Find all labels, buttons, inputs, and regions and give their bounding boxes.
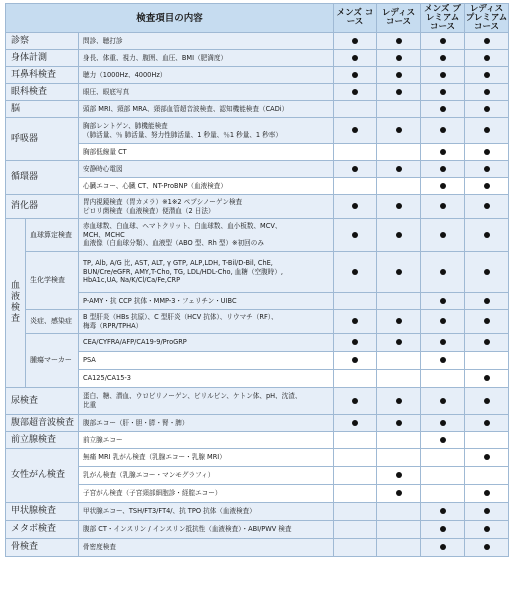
table-row (6, 50, 509, 67)
course-mark-cell (334, 293, 377, 310)
included-dot-icon (484, 89, 490, 95)
included-dot-icon (484, 339, 490, 345)
category-label: メタボ検査 (6, 521, 79, 539)
exam-detail: 蛋白、糖、潜血、ウロビリノーゲン、ビリルビン、ケトン体、pH、沈渣、 比重 (79, 388, 334, 415)
course-mark-cell (421, 219, 465, 252)
included-dot-icon (396, 89, 402, 95)
course-mark-cell (421, 84, 465, 101)
course-mark-cell (377, 144, 421, 161)
course-mark-cell (465, 50, 509, 67)
category-label: 脳 (6, 101, 79, 118)
course-mark-cell (334, 101, 377, 118)
exam-detail: 聴力（1000Hz、4000Hz） (79, 67, 334, 84)
category-label: 腹部超音波検査 (6, 415, 79, 432)
included-dot-icon (352, 55, 358, 61)
course-mark-cell (377, 485, 421, 503)
course-mark-cell (421, 67, 465, 84)
table-row (6, 352, 509, 370)
exam-detail: 胸部低線量 CT (79, 144, 334, 161)
category-label: 耳鼻科検査 (6, 67, 79, 84)
included-dot-icon (396, 318, 402, 324)
included-dot-icon (352, 420, 358, 426)
exam-detail: 無痛 MRI 乳がん検査（乳腺エコー・乳腺 MRI） (79, 449, 334, 467)
course-mark-cell (421, 101, 465, 118)
table-row (6, 118, 509, 144)
header-row (6, 4, 509, 33)
course-mark-cell (465, 219, 509, 252)
table-row (6, 467, 509, 485)
category-label: 尿検査 (6, 388, 79, 415)
course-mark-cell (334, 449, 377, 467)
included-dot-icon (484, 508, 490, 514)
table-body (6, 33, 509, 557)
course-mark-cell (421, 503, 465, 521)
exam-detail: TP, Alb, A/G 比, AST, ALT, γ GTP, ALP,LDH, T-Bil/D-Bil, ChE, BUN/Cre/eGFR, AMY,T-Cho, TG, LDL/HDL-Cho, 血糖（空腹時）, HbA1c,UA, Na/K/Cl/Ca/Fe,CRP (79, 252, 334, 293)
course-mark-cell (377, 539, 421, 557)
category-label: 身体計測 (6, 50, 79, 67)
course-mark-cell (465, 293, 509, 310)
course-mark-cell (377, 503, 421, 521)
category-label: 女性がん検査 (6, 449, 79, 503)
course-mark-cell (421, 118, 465, 144)
table-row (6, 252, 509, 293)
included-dot-icon (352, 232, 358, 238)
course-mark-cell (377, 118, 421, 144)
course-mark-cell (377, 84, 421, 101)
included-dot-icon (484, 375, 490, 381)
exam-detail: PSA (79, 352, 334, 370)
category-label: 眼科検査 (6, 84, 79, 101)
included-dot-icon (440, 203, 446, 209)
included-dot-icon (440, 298, 446, 304)
included-dot-icon (352, 127, 358, 133)
table-row (6, 334, 509, 352)
included-dot-icon (352, 269, 358, 275)
blood-test-category: 血 液 検 査 (6, 219, 26, 388)
table-row (6, 503, 509, 521)
course-mark-cell (334, 50, 377, 67)
included-dot-icon (396, 38, 402, 44)
course-mark-cell (421, 432, 465, 449)
course-mark-cell (421, 161, 465, 178)
course-mark-cell (334, 388, 377, 415)
course-mark-cell (334, 485, 377, 503)
course-mark-cell (421, 415, 465, 432)
included-dot-icon (352, 166, 358, 172)
included-dot-icon (396, 127, 402, 133)
included-dot-icon (352, 339, 358, 345)
course-mark-cell (421, 144, 465, 161)
course-mark-cell (421, 485, 465, 503)
included-dot-icon (440, 183, 446, 189)
course-mark-cell (465, 67, 509, 84)
table-row (6, 449, 509, 467)
course-mark-cell (465, 521, 509, 539)
included-dot-icon (396, 472, 402, 478)
course-mark-cell (421, 370, 465, 388)
course-mark-cell (377, 370, 421, 388)
included-dot-icon (484, 149, 490, 155)
course-mark-cell (334, 219, 377, 252)
included-dot-icon (484, 166, 490, 172)
course-mark-cell (465, 352, 509, 370)
exam-detail: 心臓エコー、心臓 CT、NT-ProBNP（血液検査） (79, 178, 334, 195)
course-mark-cell (334, 334, 377, 352)
category-label: 呼吸器 (6, 118, 79, 161)
included-dot-icon (440, 106, 446, 112)
table-row (6, 539, 509, 557)
course-mark-cell (377, 521, 421, 539)
course-mark-cell (421, 467, 465, 485)
course-mark-cell (465, 388, 509, 415)
course-mark-cell (377, 33, 421, 50)
course-mark-cell (334, 195, 377, 219)
included-dot-icon (484, 183, 490, 189)
course-mark-cell (465, 178, 509, 195)
course-mark-cell (334, 84, 377, 101)
course-mark-cell (377, 219, 421, 252)
exam-detail: 身長、体重、視力、腹囲、血圧、BMI（肥満度） (79, 50, 334, 67)
header-ladies-premium: レディス プレミアム コース (465, 3, 508, 32)
exam-detail: 乳がん検査（乳腺エコー・マンモグラフィ） (79, 467, 334, 485)
included-dot-icon (440, 38, 446, 44)
included-dot-icon (484, 38, 490, 44)
blood-subcategory-label: 炎症、感染症 (26, 310, 79, 334)
header-mens-premium: メンズ プレミアム コース (421, 4, 465, 33)
table-row (6, 370, 509, 388)
course-mark-cell (421, 352, 465, 370)
course-mark-cell (421, 521, 465, 539)
course-mark-cell (334, 252, 377, 293)
included-dot-icon (484, 454, 490, 460)
included-dot-icon (440, 166, 446, 172)
included-dot-icon (440, 127, 446, 133)
course-mark-cell (377, 50, 421, 67)
category-label: 循環器 (6, 161, 79, 195)
course-mark-cell (421, 178, 465, 195)
course-mark-cell (377, 310, 421, 334)
course-mark-cell (377, 334, 421, 352)
included-dot-icon (440, 544, 446, 550)
course-mark-cell (421, 334, 465, 352)
course-mark-cell (465, 161, 509, 178)
exam-detail: B 型肝炎（HBs 抗原）、C 型肝炎（HCV 抗体）、リウマチ（RF）、 梅毒（RPR/TPHA） (79, 310, 334, 334)
course-mark-cell (377, 449, 421, 467)
included-dot-icon (396, 269, 402, 275)
category-label: 診察 (6, 33, 79, 50)
exam-detail: 問診、聴打診 (79, 33, 334, 50)
included-dot-icon (484, 55, 490, 61)
header-ladies: レディス コース (377, 4, 421, 33)
course-mark-cell (334, 118, 377, 144)
table-row (6, 101, 509, 118)
exam-detail: 骨密度検査 (79, 539, 334, 557)
category-label: 甲状腺検査 (6, 503, 79, 521)
course-mark-cell (465, 449, 509, 467)
included-dot-icon (440, 508, 446, 514)
table-row (6, 144, 509, 161)
included-dot-icon (440, 420, 446, 426)
course-mark-cell (334, 144, 377, 161)
course-mark-cell (421, 310, 465, 334)
exam-detail: 眼圧、眼底写真 (79, 84, 334, 101)
exam-detail: 赤血球数、白血球、ヘマトクリット、白血球数、血小板数、MCV、 MCH、MCHC 血液像（白血球分類）、血液型（ABO 型、Rh 型）※初回のみ (79, 219, 334, 252)
course-mark-cell (465, 370, 509, 388)
exam-table (5, 3, 509, 557)
included-dot-icon (396, 203, 402, 209)
category-label: 骨検査 (6, 539, 79, 557)
course-mark-cell (334, 370, 377, 388)
included-dot-icon (484, 232, 490, 238)
course-mark-cell (465, 415, 509, 432)
exam-detail: P-AMY・抗 CCP 抗体・MMP-3・フェリチン・UIBC (79, 293, 334, 310)
included-dot-icon (440, 55, 446, 61)
table-row (6, 219, 509, 252)
table-row (6, 84, 509, 101)
table-row (6, 485, 509, 503)
course-mark-cell (421, 252, 465, 293)
included-dot-icon (396, 166, 402, 172)
exam-detail: CA125/CA15-3 (79, 370, 334, 388)
included-dot-icon (440, 269, 446, 275)
included-dot-icon (352, 38, 358, 44)
included-dot-icon (440, 398, 446, 404)
header-mens: メンズ コース (334, 4, 377, 33)
course-mark-cell (421, 293, 465, 310)
course-mark-cell (334, 67, 377, 84)
course-mark-cell (334, 415, 377, 432)
included-dot-icon (396, 55, 402, 61)
blood-subcategory-label: 血球算定検査 (26, 219, 79, 252)
included-dot-icon (352, 203, 358, 209)
course-mark-cell (334, 178, 377, 195)
included-dot-icon (352, 398, 358, 404)
exam-detail: CEA/CYFRA/AFP/CA19-9/ProGRP (79, 334, 334, 352)
included-dot-icon (484, 420, 490, 426)
course-mark-cell (465, 310, 509, 334)
table-row (6, 415, 509, 432)
table-row (6, 310, 509, 334)
included-dot-icon (484, 203, 490, 209)
blood-subcategory-label: 腫瘍マーカー (26, 334, 79, 388)
included-dot-icon (484, 544, 490, 550)
category-label: 前立腺検査 (6, 432, 79, 449)
included-dot-icon (484, 298, 490, 304)
included-dot-icon (484, 398, 490, 404)
included-dot-icon (440, 339, 446, 345)
included-dot-icon (484, 269, 490, 275)
course-mark-cell (377, 195, 421, 219)
included-dot-icon (440, 357, 446, 363)
exam-detail: 頭部 MRI、頸部 MRA、頸部血管超音波検査、認知機能検査（CADi） (79, 101, 334, 118)
included-dot-icon (352, 357, 358, 363)
blood-subcategory-label: 生化学検査 (26, 252, 79, 310)
exam-detail: 安静時心電図 (79, 161, 334, 178)
included-dot-icon (440, 89, 446, 95)
included-dot-icon (440, 232, 446, 238)
exam-detail: 胃内視鏡検査（胃カメラ）※1※2 ペプシノーゲン検査 ピロリ菌検査（血液検査）便潜血（2 日法） (79, 195, 334, 219)
course-mark-cell (465, 485, 509, 503)
header-exam-items: 検査項目の内容 (6, 4, 334, 33)
table-row (6, 293, 509, 310)
course-mark-cell (334, 352, 377, 370)
included-dot-icon (352, 89, 358, 95)
course-mark-cell (377, 178, 421, 195)
course-mark-cell (334, 310, 377, 334)
course-mark-cell (465, 252, 509, 293)
course-mark-cell (377, 293, 421, 310)
course-mark-cell (334, 432, 377, 449)
included-dot-icon (484, 106, 490, 112)
course-mark-cell (421, 388, 465, 415)
course-mark-cell (465, 101, 509, 118)
included-dot-icon (484, 318, 490, 324)
course-mark-cell (465, 503, 509, 521)
course-mark-cell (465, 33, 509, 50)
course-mark-cell (334, 33, 377, 50)
course-mark-cell (377, 432, 421, 449)
course-mark-cell (465, 118, 509, 144)
exam-detail: 甲状腺エコー、TSH/FT3/FT4/、抗 TPO 抗体（血液検査） (79, 503, 334, 521)
table-row (6, 161, 509, 178)
included-dot-icon (484, 72, 490, 78)
course-mark-cell (465, 432, 509, 449)
included-dot-icon (352, 318, 358, 324)
included-dot-icon (396, 72, 402, 78)
category-label: 消化器 (6, 195, 79, 219)
included-dot-icon (396, 398, 402, 404)
course-mark-cell (465, 84, 509, 101)
included-dot-icon (440, 149, 446, 155)
course-mark-cell (334, 467, 377, 485)
table-row (6, 33, 509, 50)
table-row (6, 388, 509, 415)
table-row (6, 432, 509, 449)
course-mark-cell (377, 252, 421, 293)
included-dot-icon (352, 72, 358, 78)
included-dot-icon (484, 127, 490, 133)
course-mark-cell (421, 195, 465, 219)
course-mark-cell (465, 195, 509, 219)
course-mark-cell (421, 449, 465, 467)
included-dot-icon (396, 232, 402, 238)
course-mark-cell (334, 539, 377, 557)
exam-detail: 腹部 CT・インスリン / インスリン抵抗性（血液検査）・ABI/PWV 検査 (79, 521, 334, 539)
included-dot-icon (396, 420, 402, 426)
included-dot-icon (440, 318, 446, 324)
course-mark-cell (377, 101, 421, 118)
course-mark-cell (334, 521, 377, 539)
included-dot-icon (440, 526, 446, 532)
table-row (6, 178, 509, 195)
included-dot-icon (440, 437, 446, 443)
exam-detail: 胸部レントゲン、肺機能検査 （肺活量、％ 肺活量、努力性肺活量、1 秒量、％1 秒量、1 秒率） (79, 118, 334, 144)
course-mark-cell (465, 467, 509, 485)
course-mark-cell (334, 161, 377, 178)
course-mark-cell (465, 334, 509, 352)
exam-detail: 子宮がん検査（子宮頸部細胞診・経膣エコー） (79, 485, 334, 503)
course-mark-cell (377, 352, 421, 370)
table-row (6, 521, 509, 539)
exam-detail: 腹部エコー（肝・胆・膵・腎・脾） (79, 415, 334, 432)
included-dot-icon (484, 490, 490, 496)
course-mark-cell (421, 33, 465, 50)
course-mark-cell (334, 503, 377, 521)
course-mark-cell (377, 467, 421, 485)
included-dot-icon (484, 526, 490, 532)
course-mark-cell (377, 161, 421, 178)
course-mark-cell (377, 67, 421, 84)
table-row (6, 195, 509, 219)
course-mark-cell (421, 50, 465, 67)
course-mark-cell (465, 144, 509, 161)
course-mark-cell (377, 415, 421, 432)
included-dot-icon (396, 490, 402, 496)
course-mark-cell (377, 388, 421, 415)
course-mark-cell (465, 539, 509, 557)
included-dot-icon (396, 339, 402, 345)
included-dot-icon (440, 72, 446, 78)
table-row (6, 67, 509, 84)
course-mark-cell (421, 539, 465, 557)
exam-detail: 前立腺エコー (79, 432, 334, 449)
